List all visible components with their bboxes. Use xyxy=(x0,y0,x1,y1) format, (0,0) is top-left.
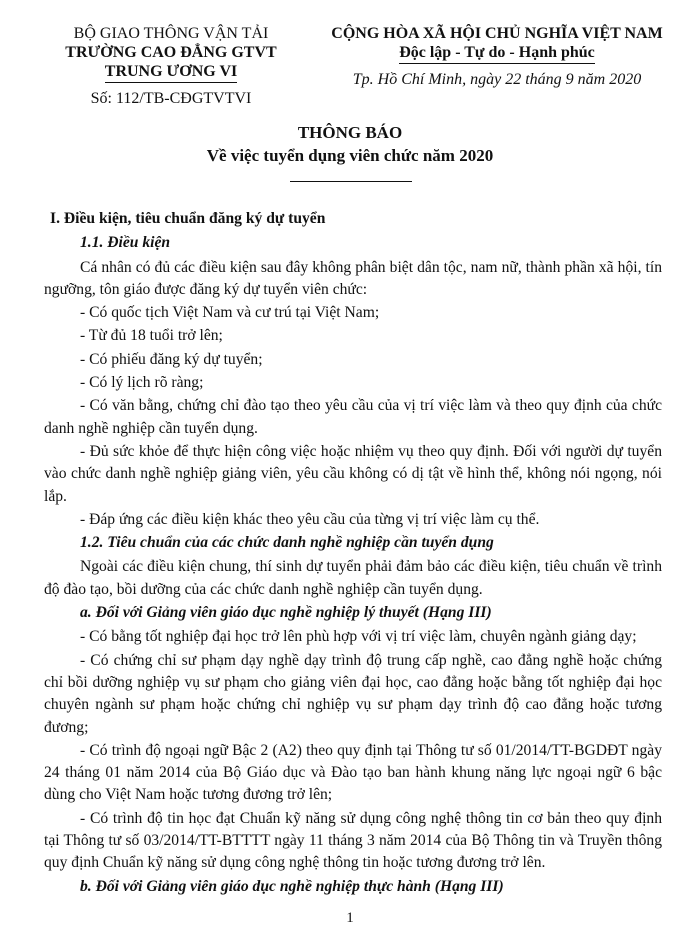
condition-item: - Có quốc tịch Việt Nam và cư trú tại Việt Nam; xyxy=(80,304,380,322)
header-right-block xyxy=(302,24,692,89)
standard-item: - Có trình độ ngoại ngữ Bậc 2 (A2) theo quy định tại Thông tư số 01/2014/TT-BGDĐT ngày 24 tháng 01 năm 2014 của Bộ Giáo dục và Đào tạo ban hành khung năng lực ngoại ngữ 6 bậc dùng cho Việt Nam hoặc tương đương trở lên; xyxy=(44,741,662,804)
standard-item: - Có bằng tốt nghiệp đại học trở lên phù hợp với vị trí việc làm, chuyên ngành giảng dạy; xyxy=(80,628,637,646)
standard-item: - Có chứng chỉ sư phạm dạy nghề dạy trình độ trung cấp nghề, cao đẳng nghề hoặc chứng chỉ bồi dưỡng nghiệp vụ sư phạm cho giảng viên đại học, cao đẳng hoặc bằng tốt nghiệp đại học chuyên ngành sư phạm hoặc chứng chỉ nghiệp vụ sư phạm dạy trình độ cao đẳng hoặc tương đương; xyxy=(44,651,662,736)
condition-item: - Đáp ứng các điều kiện khác theo yêu cầu của từng vị trí việc làm cụ thể. xyxy=(80,510,540,528)
section-heading: I. Điều kiện, tiêu chuẩn đăng ký dự tuyển xyxy=(50,210,326,227)
paragraph-standards-intro: Ngoài các điều kiện chung, thí sinh dự tuyển phải đảm bảo các điều kiện, tiêu chuẩn về trình độ đào tạo, bồi dưỡng của các chức danh nghề nghiệp cần tuyển dụng. xyxy=(44,558,662,598)
document-title: THÔNG BÁO xyxy=(297,123,403,142)
part-b-heading: b. Đối với Giảng viên giáo dục nghề nghiệp thực hành (Hạng III) xyxy=(80,877,504,895)
document-subtitle: Về việc tuyển dụng viên chức năm 2020 xyxy=(206,146,494,165)
condition-item: - Có phiếu đăng ký dự tuyển; xyxy=(80,350,263,368)
part-a-heading: a. Đối với Giảng viên giáo dục nghề nghiệp lý thuyết (Hạng III) xyxy=(80,604,492,622)
school-name-line2: TRUNG ƯƠNG VI xyxy=(105,62,237,83)
document-body xyxy=(44,208,662,900)
header-left-block xyxy=(40,24,302,108)
document-number: Số: 112/TB-CĐGTVTVI xyxy=(90,90,252,107)
page-number: 1 xyxy=(346,910,354,926)
condition-item: - Có văn bằng, chứng chỉ đào tạo theo yêu cầu của vị trí việc làm và theo quy định của chức danh nghề nghiệp cần tuyển dụng. xyxy=(44,397,662,437)
condition-item: - Từ đủ 18 tuổi trở lên; xyxy=(80,327,223,345)
standard-item: - Có trình độ tin học đạt Chuẩn kỹ năng sử dụng công nghệ thông tin cơ bản theo quy định tại Thông tư số 03/2014/TT-BTTTT ngày 11 tháng 3 năm 2014 của Bộ Thông tin và Truyền thông quy định Chuẩn kỹ năng sử dụng công nghệ thông tin hoặc tương đương trở lên. xyxy=(44,809,662,872)
subsection-heading-standards: 1.2. Tiêu chuẩn của các chức danh nghề nghiệp cần tuyển dụng xyxy=(80,534,494,552)
condition-item: - Đủ sức khỏe để thực hiện công việc hoặc nhiệm vụ theo quy định. Đối với người dự tuyển vào chức danh nghề nghiệp giảng viên, yêu cầu không có dị tật về hình thể, không nói ngọng, nói lắp. xyxy=(44,442,662,505)
paragraph-conditions-intro: Cá nhân có đủ các điều kiện sau đây không phân biệt dân tộc, nam nữ, thành phần xã hội, tín ngưỡng, tôn giáo được đăng ký dự tuyển viên chức: xyxy=(44,258,662,298)
condition-item: - Có lý lịch rõ ràng; xyxy=(80,374,204,392)
ministry-name: BỘ GIAO THÔNG VẬN TẢI xyxy=(73,25,269,42)
national-motto: Độc lập - Tự do - Hạnh phúc xyxy=(399,43,595,64)
place-and-date: Tp. Hồ Chí Minh, ngày 22 tháng 9 năm 2020 xyxy=(352,71,642,88)
national-title: CỘNG HÒA XÃ HỘI CHỦ NGHĨA VIỆT NAM xyxy=(331,25,663,42)
title-divider xyxy=(290,181,412,182)
subsection-heading-conditions: 1.1. Điều kiện xyxy=(80,234,171,252)
school-name-line1: TRƯỜNG CAO ĐẲNG GTVT xyxy=(65,44,277,61)
